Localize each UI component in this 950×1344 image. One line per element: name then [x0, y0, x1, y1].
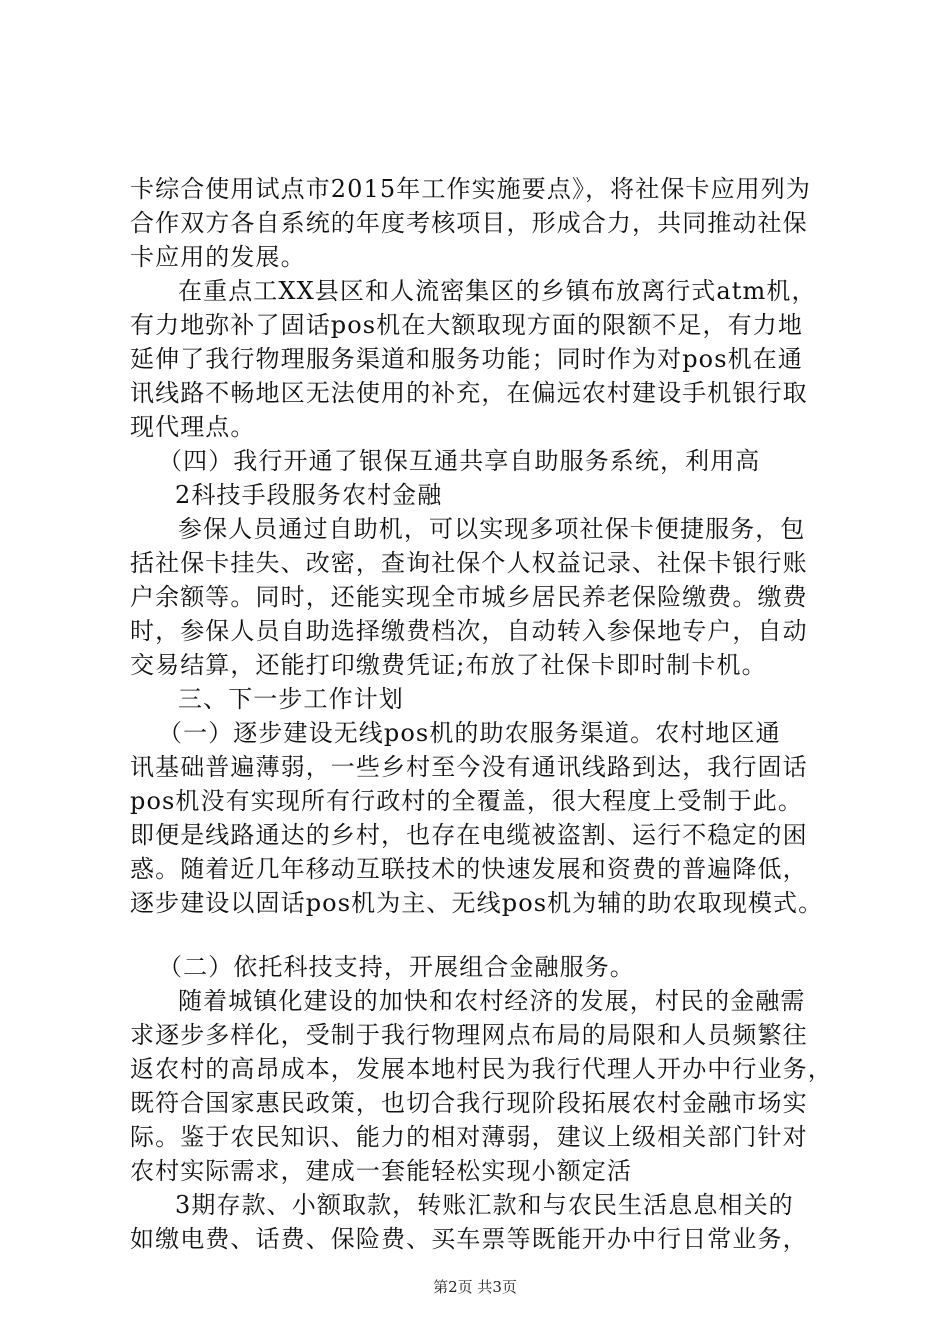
section-heading-line: 2科技手段服务农村金融	[175, 481, 443, 509]
text-line: 现代理点。	[130, 413, 256, 441]
text-line: 际。鉴于农民知识、能力的相对薄弱，建议上级相关部门针对	[130, 1123, 808, 1151]
text-line: 如缴电费、话费、保险费、买车票等既能开办中行日常业务，	[130, 1225, 808, 1253]
text-line: 求逐步多样化，受制于我行物理网点布局的局限和人员频繁往	[130, 1021, 808, 1049]
text-line: 有力地弥补了固话pos机在大额取现方面的限额不足，有力地	[130, 311, 803, 339]
paragraph-start-line: 在重点工XX县区和人流密集区的乡镇布放离行式atm机，	[178, 277, 817, 305]
paragraph-start-line: 随着城镇化建设的加快和农村经济的发展，村民的金融需	[178, 987, 806, 1015]
text-line: 返农村的高昂成本，发展本地村民为我行代理人开办中行业务，	[130, 1055, 833, 1083]
text-line: 逐步建设以固话pos机为主、无线pos机为辅的助农取现模式。	[130, 889, 824, 917]
section-heading-line: （四）我行开通了银保互通共享自助服务系统，利用高	[158, 447, 761, 475]
paragraph-start-line: （一）逐步建设无线pos机的助农服务渠道。农村地区通	[158, 719, 781, 747]
text-line: 交易结算，还能打印缴费凭证;布放了社保卡即时制卡机。	[130, 651, 767, 679]
paragraph-start-line: 3期存款、小额取款，转账汇款和与农民生活息息相关的	[175, 1191, 794, 1219]
text-line: pos机没有实现所有行政村的全覆盖，很大程度上受制于此。	[130, 787, 803, 815]
section-heading: 三、下一步工作计划	[178, 685, 404, 713]
page-number-footer: 第2页 共3页	[433, 1278, 517, 1296]
text-line: 卡综合使用试点市2015年工作实施要点》，将社保卡应用列为	[130, 175, 811, 203]
text-line: 卡应用的发展。	[130, 243, 306, 271]
text-line: 既符合国家惠民政策，也切合我行现阶段拓展农村金融市场实	[130, 1089, 808, 1117]
text-line: 时，参保人员自助选择缴费档次，自动转入参保地专户，自动	[130, 617, 808, 645]
text-line: 讯线路不畅地区无法使用的补充，在偏远农村建设手机银行取	[130, 379, 808, 407]
text-line: 即便是线路通达的乡村，也存在电缆被盗割、运行不稳定的困	[130, 821, 808, 849]
section-heading: （二）依托科技支持，开展组合金融服务。	[158, 953, 635, 981]
text-line: 讯基础普遍薄弱，一些乡村至今没有通讯线路到达，我行固话	[130, 753, 808, 781]
text-line: 括社保卡挂失、改密，查询社保个人权益记录、社保卡银行账	[130, 549, 808, 577]
paragraph-start-line: 参保人员通过自助机，可以实现多项社保卡便捷服务，包	[178, 515, 806, 543]
text-line: 延伸了我行物理服务渠道和服务功能；同时作为对pos机在通	[130, 345, 803, 373]
text-line: 户余额等。同时，还能实现全市城乡居民养老保险缴费。缴费	[130, 583, 808, 611]
text-line: 合作双方各自系统的年度考核项目，形成合力，共同推动社保	[130, 209, 808, 237]
text-line: 惑。随着近几年移动互联技术的快速发展和资费的普遍降低，	[130, 855, 808, 883]
text-line: 农村实际需求，建成一套能轻松实现小额定活	[130, 1157, 632, 1185]
